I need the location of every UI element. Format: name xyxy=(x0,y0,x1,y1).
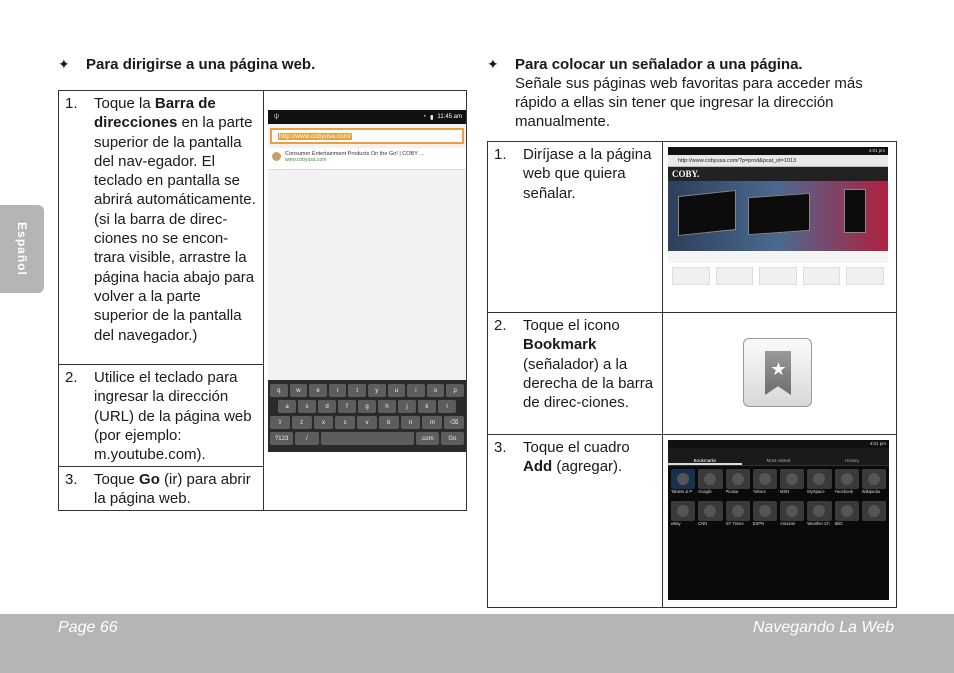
page-number: Page 66 xyxy=(58,619,118,636)
tablet-image xyxy=(678,190,736,236)
browser-screenshot xyxy=(268,110,466,452)
bookmark-label: Amazon xyxy=(780,521,796,526)
keyboard-key[interactable]: j xyxy=(398,400,416,413)
keyboard-key[interactable]: a xyxy=(278,400,296,413)
bookmark-tile[interactable] xyxy=(671,469,695,498)
keyboard-key[interactable]: h xyxy=(378,400,396,413)
bookmark-thumbnail xyxy=(698,469,722,489)
suggestion-url: www.cobyusa.com xyxy=(285,157,327,163)
left-heading-text: Para dirigirse a una página web. xyxy=(86,56,316,73)
bookmark-thumbnail xyxy=(671,469,695,489)
keyboard-row xyxy=(270,432,464,445)
right-heading-text: Para colocar un señalador a una página. xyxy=(515,56,803,73)
bookmark-tile[interactable] xyxy=(780,469,804,498)
step-number: 1. xyxy=(494,146,507,163)
bookmark-tile[interactable] xyxy=(753,469,777,498)
step-text: Toque el icono xyxy=(523,317,620,334)
keyboard-key[interactable]: / xyxy=(295,432,318,445)
keyboard-key[interactable]: s xyxy=(298,400,316,413)
on-screen-keyboard xyxy=(268,380,466,452)
left-step-1 xyxy=(65,94,257,345)
tab-bookmarks[interactable]: Bookmarks xyxy=(668,448,742,465)
bookmark-label: BBC xyxy=(834,521,844,526)
step-bold: Bookmark xyxy=(523,336,597,354)
bookmark-label: MySpace xyxy=(807,489,825,494)
keyboard-row xyxy=(270,416,464,429)
step-number: 2. xyxy=(65,369,78,386)
page-footer xyxy=(0,614,954,673)
step-bold: Add xyxy=(523,458,553,476)
bookmark-thumbnail xyxy=(698,501,722,521)
bookmark-tile[interactable] xyxy=(835,469,859,498)
status-time: 4:01 pm xyxy=(668,440,889,448)
keyboard-key[interactable]: e xyxy=(309,384,327,397)
bookmark-grid xyxy=(668,466,889,533)
bookmark-tile[interactable] xyxy=(835,501,859,530)
bookmark-thumbnail xyxy=(835,469,859,489)
bookmark-label: MSN xyxy=(780,489,790,494)
status-bar xyxy=(268,110,466,124)
usb-icon: ψ xyxy=(274,113,279,120)
bookmark-tile[interactable] xyxy=(726,469,750,498)
address-bar[interactable] xyxy=(270,128,464,144)
bookmark-thumbnail xyxy=(780,469,804,489)
left-step-3 xyxy=(65,470,257,509)
bookmark-tile[interactable] xyxy=(726,501,750,530)
keyboard-key[interactable]: r xyxy=(329,384,347,397)
section-title: Navegando La Web xyxy=(752,619,894,636)
step-text: Utilice el teclado para ingresar la dirección (URL) de la página web (por ejemplo: m.youtube.com). xyxy=(94,369,252,464)
keyboard-key[interactable]: m xyxy=(422,416,442,429)
keyboard-key[interactable]: b xyxy=(379,416,399,429)
bookmark-label: eBay xyxy=(671,521,681,526)
keyboard-key[interactable]: l xyxy=(438,400,456,413)
step-number: 3. xyxy=(65,471,78,488)
bookmark-tabs xyxy=(668,448,889,466)
step-text: en la parte superior de la pantalla del nav-egador. El teclado en pantalla se abrirá automáticamente. (si la barra de direc-ciones no se encon-trara visible, arrastre la página hacia abajo para volver a la parte superior de la pantalla del navegador.) xyxy=(94,114,256,344)
bookmark-label: Wikipedia xyxy=(861,489,880,494)
product-tile xyxy=(672,267,710,285)
language-tab xyxy=(0,205,44,293)
bookmarks-screenshot xyxy=(668,440,889,600)
bookmark-tile[interactable] xyxy=(862,501,886,530)
keyboard-key[interactable]: c xyxy=(335,416,355,429)
keyboard-key[interactable]: y xyxy=(368,384,386,397)
keyboard-key[interactable] xyxy=(321,432,414,445)
left-step-3-cell xyxy=(59,467,264,511)
bookmark-tile[interactable] xyxy=(698,469,722,498)
bookmark-tile[interactable] xyxy=(807,469,831,498)
bookmark-button[interactable] xyxy=(743,338,812,407)
website-screenshot xyxy=(668,147,888,305)
step-text: (agregar). xyxy=(552,458,623,476)
bookmark-thumbnail xyxy=(807,469,831,489)
site-products xyxy=(668,263,888,289)
tablet-image xyxy=(844,189,866,233)
keyboard-key[interactable]: v xyxy=(357,416,377,429)
tab-history[interactable]: History xyxy=(845,458,860,463)
bookmark-label: Google xyxy=(698,489,712,494)
right-step-3 xyxy=(494,438,656,477)
address-bar-text: http://www.cobyusa.com/ xyxy=(279,132,351,140)
keyboard-key[interactable]: g xyxy=(358,400,376,413)
left-step-1-cell xyxy=(59,91,264,365)
intro-line: Señale sus páginas web favoritas para acceder más xyxy=(515,75,863,92)
language-tab-label: Español xyxy=(15,222,29,276)
bookmark-label: CNN xyxy=(698,521,708,526)
bookmark-tile[interactable] xyxy=(780,501,804,530)
bookmark-label xyxy=(862,521,886,530)
bookmark-label: ESPN xyxy=(752,521,765,526)
keyboard-key[interactable]: ⌫ xyxy=(444,416,464,429)
battery-icon: ▮ xyxy=(430,114,434,121)
bookmark-label: Tablets & P xyxy=(671,489,693,494)
keyboard-key[interactable]: i xyxy=(407,384,425,397)
bookmark-thumbnail xyxy=(862,469,886,489)
step-text: (ir) para abrir la página web. xyxy=(94,471,251,508)
keyboard-key[interactable]: .com xyxy=(416,432,439,445)
step-text: Toque xyxy=(94,471,140,488)
keyboard-key[interactable]: o xyxy=(427,384,445,397)
bookmark-label: NY Times xyxy=(725,521,744,526)
bullet-icon: ✦ xyxy=(58,56,70,72)
keyboard-key[interactable]: f xyxy=(338,400,356,413)
status-time: 4:01 pm xyxy=(668,147,888,155)
right-step-2 xyxy=(494,316,656,412)
bookmark-thumbnail xyxy=(726,469,750,489)
step-bold: Barra de direcciones xyxy=(94,95,216,132)
intro-line: manualmente. xyxy=(515,113,611,130)
keyboard-key[interactable]: t xyxy=(348,384,366,397)
star-icon: ★ xyxy=(770,359,787,379)
right-intro xyxy=(515,74,863,131)
keyboard-key[interactable]: z xyxy=(292,416,312,429)
right-step-1-cell xyxy=(488,142,663,313)
tablet-image xyxy=(748,193,810,235)
keyboard-key[interactable]: Go xyxy=(441,432,464,445)
favicon-icon xyxy=(272,152,281,161)
coby-logo: COBY. xyxy=(672,169,700,179)
bookmark-label: Picasa xyxy=(725,489,739,494)
keyboard-key[interactable]: ⇧ xyxy=(270,416,290,429)
left-heading xyxy=(58,55,458,75)
url-suggestion[interactable] xyxy=(268,148,466,170)
step-bold: Go xyxy=(139,471,160,488)
bookmark-thumbnail xyxy=(726,501,750,521)
bookmark-thumbnail xyxy=(753,469,777,489)
keyboard-key[interactable]: d xyxy=(318,400,336,413)
keyboard-key[interactable]: q xyxy=(270,384,288,397)
product-tile xyxy=(803,267,841,285)
bookmark-thumbnail xyxy=(753,501,777,521)
status-time: 11:45 am xyxy=(437,114,462,120)
keyboard-key[interactable]: u xyxy=(388,384,406,397)
bookmark-label: Weather Ch xyxy=(807,521,830,526)
bookmark-thumbnail xyxy=(780,501,804,521)
bookmark-tile[interactable] xyxy=(807,501,831,530)
step-text: Toque la xyxy=(94,95,155,112)
product-tile xyxy=(759,267,797,285)
bookmark-thumbnail xyxy=(807,501,831,521)
right-step-3-cell xyxy=(488,435,663,608)
product-tile xyxy=(716,267,754,285)
step-number: 1. xyxy=(65,95,78,112)
step-text: Toque el cuadro xyxy=(523,439,630,456)
site-nav xyxy=(668,167,888,181)
right-step-2-cell xyxy=(488,313,663,435)
bookmark-label: Yahoo! xyxy=(752,489,766,494)
bullet-icon: ✦ xyxy=(487,56,499,72)
keyboard-key[interactable]: k xyxy=(418,400,436,413)
tab-most-visited[interactable]: Most visited xyxy=(766,458,791,463)
right-step-1 xyxy=(494,145,656,203)
bookmark-tile[interactable] xyxy=(753,501,777,530)
product-tile xyxy=(846,267,884,285)
keyboard-key[interactable]: w xyxy=(290,384,308,397)
bookmark-tile[interactable] xyxy=(671,501,695,530)
suggestion-title: Consumer Entertainment Products On the Go! | COBY ... xyxy=(285,151,424,157)
step-text: Diríjase a la página web que quiera señalar. xyxy=(523,146,652,202)
address-bar[interactable]: http://www.cobyusa.com/?p=prod&pcat_id=1013 xyxy=(668,155,888,167)
keyboard-key[interactable]: x xyxy=(314,416,334,429)
step-number: 3. xyxy=(494,439,507,456)
keyboard-key[interactable]: p xyxy=(446,384,464,397)
bookmark-label: Facebook xyxy=(834,489,853,494)
bookmark-thumbnail xyxy=(671,501,695,521)
right-heading xyxy=(487,55,907,135)
bookmark-thumbnail xyxy=(835,501,859,521)
site-hero-banner xyxy=(668,181,888,251)
bookmark-tile[interactable] xyxy=(698,501,722,530)
bookmark-tile[interactable] xyxy=(862,469,886,498)
bookmark-thumbnail xyxy=(862,501,886,521)
keyboard-key[interactable]: n xyxy=(401,416,421,429)
left-step-2-cell xyxy=(59,365,264,467)
step-text: (señalador) a la derecha de la barra de direc-ciones. xyxy=(523,355,654,412)
keyboard-row xyxy=(270,384,464,397)
wifi-icon: ◔ xyxy=(422,114,427,120)
step-number: 2. xyxy=(494,317,507,334)
keyboard-key[interactable]: ?123 xyxy=(270,432,293,445)
left-step-2 xyxy=(65,368,257,464)
intro-line: rápido a ellas sin tener que ingresar la dirección xyxy=(515,94,834,111)
site-captions xyxy=(668,251,888,263)
keyboard-row xyxy=(270,400,464,413)
